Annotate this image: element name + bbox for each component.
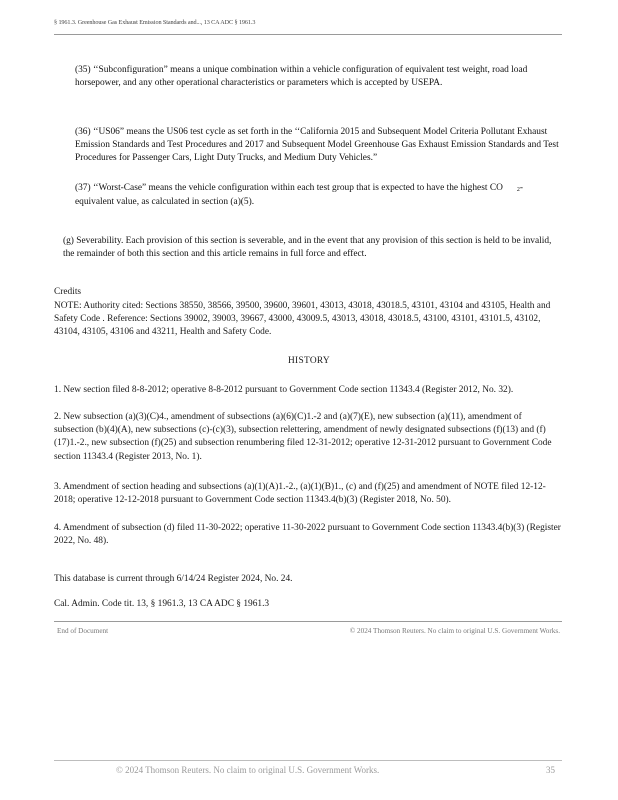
end-rule xyxy=(54,621,562,622)
definition-36: (36) ‘‘US06” means the US06 test cycle as set forth in the ‘‘California 2015 and Subsequent Model Criteria Pollutant Exhaust Emission Standards and Test Procedures and 2017 and Subsequent Model Greenhouse Gas Exhaust Emission Standards and Test Procedures for Passenger Cars, Light Duty Trucks, and Medium Duty Vehicles.” xyxy=(75,127,559,164)
history-item-4: 4. Amendment of subsection (d) filed 11-30-2022; operative 11-30-2022 pursuant to Government Code section 11343.4(b)(3) (Register 2022, No. 48). xyxy=(54,523,561,547)
citation: Cal. Admin. Code tit. 13, § 1961.3, 13 CA ADC § 1961.3 xyxy=(54,599,270,609)
footer-copyright: © 2024 Thomson Reuters. No claim to original U.S. Government Works. xyxy=(116,765,380,775)
definition-35: (35) ‘‘Subconfiguration” means a unique combination within a vehicle configuration of equivalent test weight, road load horsepower, and any other operational characteristics or parameters which is accepted by USEPA. xyxy=(75,65,528,89)
running-head: § 1961.3. Greenhouse Gas Exhaust Emission Standards and..., 13 CA ADC § 1961.3 xyxy=(54,19,256,26)
credits-note: NOTE: Authority cited: Sections 38550, 38566, 39500, 39600, 39601, 43013, 43018, 43018.5, 43101, 43104 and 43105, Health and Safety Code . Reference: Sections 39002, 39003, 39667, 43000, 43009.5, 43013, 43018, 43018.5, 43100, 43101, 43101.5, 43102, 43104, 43105, 43106 and 43211, Health and Safety Code. xyxy=(54,301,551,338)
database-note: This database is current through 6/14/24 Register 2024, No. 24. xyxy=(54,574,293,584)
page-number: 35 xyxy=(546,765,555,775)
severability-paragraph: (g) Severability. Each provision of this section is severable, and in the event that any provision of this section is held to be invalid, the remainder of both this section and this article remains in full force and effect. xyxy=(63,236,552,260)
definition-37 xyxy=(75,182,560,209)
history-item-3: 3. Amendment of section heading and subsections (a)(1)(A)1.-2., (a)(1)(B)1., (c) and (f)(25) and amendment of NOTE filed 12-12-2018; operative 12-12-2018 pursuant to Government Code section 11343.4(b)(3) (Register 2018, No. 50). xyxy=(54,482,546,506)
end-of-document-label: End of Document xyxy=(57,627,109,635)
footer-rule xyxy=(54,760,562,761)
definition-37-text: (37) ‘‘Worst-Case” means the vehicle configuration within each test group that is expected to have the highest CO xyxy=(75,183,503,193)
history-item-1: 1. New section filed 8-8-2012; operative 8-8-2012 pursuant to Government Code section 11343.4 (Register 2012, No. 32). xyxy=(54,385,514,395)
definition-37-rest: -equivalent value, as calculated in section (a)(5). xyxy=(75,183,523,208)
history-heading: HISTORY xyxy=(287,356,331,366)
history-item-2: 2. New subsection (a)(3)(C)4., amendment of subsections (a)(6)(C)1.-2 and (a)(7)(E), new subsection (a)(11), amendment of subsection (b)(4)(A), new subsections (c)-(c)(3), subsection relettering, amendment of newly designated subsections (f)(13) and (f)(17)1.-2., new subsection (f)(25) and subsection renumbering filed 12-31-2012; operative 12-31-2012 pursuant to Government Code section 11343.4 (Register 2013, No. 1). xyxy=(54,412,552,462)
credits-label: Credits xyxy=(54,287,82,297)
definition-37-subscript: 2 xyxy=(516,187,520,193)
end-of-document-copyright: © 2024 Thomson Reuters. No claim to original U.S. Government Works. xyxy=(349,627,560,635)
header-rule xyxy=(54,34,562,35)
